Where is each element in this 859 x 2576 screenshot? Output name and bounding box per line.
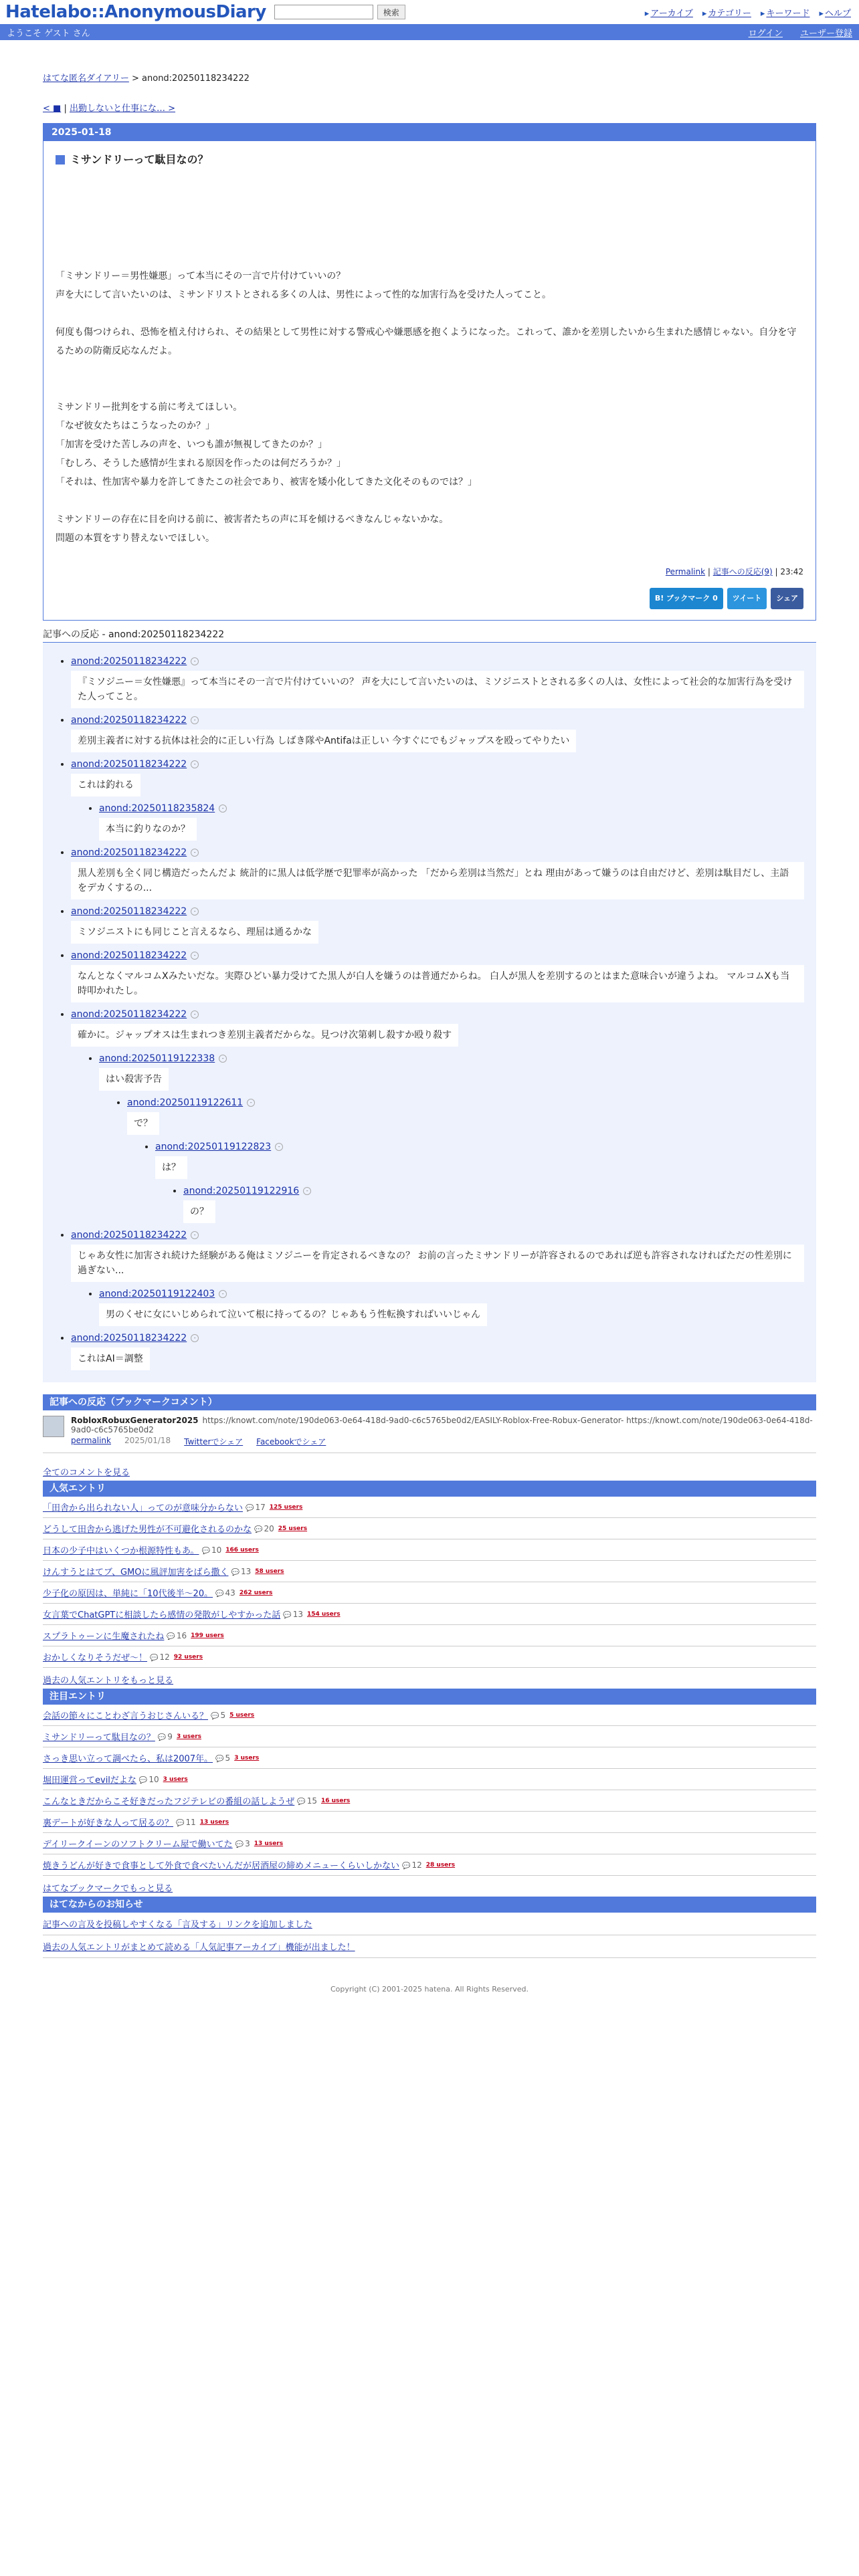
entry-box	[43, 123, 816, 621]
entry-list-item	[43, 1790, 816, 1812]
reaction-item	[71, 1009, 816, 1223]
entry-list-item	[43, 1582, 816, 1604]
entry-list-title[interactable]: 「田舎から出られない人」ってのが意味分からない	[43, 1503, 244, 1513]
collapse-toggle-icon[interactable]: -	[191, 760, 199, 768]
reaction-text: 黒人差別も全く同じ構造だったんだよ 統計的に黒人は低学歴で犯罪率が高かった 「だから差別は当然だ」とね 理由があって嫌うのは自由だけど、差別は駄目だし、主語をデカくするの...	[71, 862, 804, 899]
reactions-heading: 記事への反応 - anond:20250118234222	[43, 627, 816, 643]
entry-list-item	[43, 1646, 816, 1668]
entry-paragraph	[56, 492, 803, 510]
reaction-id-link[interactable]: anond:20250119122403	[99, 1289, 215, 1299]
reaction-item	[71, 847, 816, 899]
share-buttons	[56, 588, 803, 609]
entry-list-title[interactable]: 女言葉でChatGPTに相談したら感情の発散がしやすかった話	[43, 1610, 281, 1620]
entry-list-title[interactable]: 裏デートが好きな人って居るの？	[43, 1818, 174, 1828]
reaction-id-link[interactable]: anond:20250119122611	[127, 1097, 244, 1108]
collapse-toggle-icon[interactable]: -	[275, 1143, 283, 1151]
entry-list-title[interactable]: おかしくなりそうだぜ〜！	[43, 1653, 148, 1663]
bookmark-users-count[interactable]: 154 users	[306, 1610, 341, 1618]
reaction-item	[99, 1289, 816, 1326]
collapse-toggle-icon[interactable]: -	[303, 1187, 311, 1195]
header-link-0[interactable]: ▸ アーカイブ	[645, 6, 693, 19]
entry-list-item	[43, 1769, 816, 1790]
reaction-id-link[interactable]: anond:20250119122916	[183, 1186, 300, 1196]
bookmark-comment	[43, 1410, 816, 1453]
comment-count: 💬 13	[231, 1567, 251, 1576]
entry-paragraph: ミサンドリーの存在に目を向ける前に、被害者たちの声に耳を傾けるべきなんじゃないかな。	[56, 514, 449, 525]
reaction-item	[71, 1230, 816, 1326]
collapse-toggle-icon[interactable]: -	[191, 716, 199, 724]
comment-count: 💬 12	[150, 1652, 170, 1662]
reaction-text: 男のくせに女にいじめられて泣いて根に持ってるの？じゃあもう性転換すればいいじゃん	[99, 1303, 487, 1326]
notice-item	[43, 1913, 816, 1935]
entry-paragraph: 「なぜ彼女たちはこうなったのか？」	[56, 421, 215, 431]
entry-list-item	[43, 1747, 816, 1769]
reaction-list	[99, 803, 816, 841]
entry-list-title[interactable]: デイリークイーンのソフトクリーム屋で働いてた	[43, 1840, 233, 1850]
reaction-text: の？	[183, 1200, 215, 1223]
entry-list-title[interactable]: こんなときだからこそ好きだったフジテレビの番組の話しようぜ	[43, 1797, 295, 1807]
entry-list-title[interactable]: 堀田運営ってevilだよな	[43, 1776, 136, 1786]
reaction-text: これはAI＝調整	[71, 1348, 150, 1370]
entry-list-title[interactable]: 会話の節々にことわざ言うおじさんいる？	[43, 1711, 209, 1721]
site-logo[interactable]: Hatelabo::AnonymousDiary	[5, 2, 266, 22]
entry-paragraph	[56, 304, 803, 323]
reaction-list	[99, 1289, 816, 1326]
entry-paragraph: 問題の本質をすり替えないでほしい。	[56, 533, 215, 544]
twitter-share-button[interactable]: ツイート	[727, 588, 767, 609]
collapse-toggle-icon[interactable]: -	[219, 804, 227, 813]
notice-item	[43, 1935, 816, 1958]
reactions-link[interactable]: 記事への反応(9)	[712, 567, 773, 576]
reaction-item	[71, 715, 816, 752]
reaction-id-link[interactable]: anond:20250118235824	[99, 803, 215, 814]
collapse-toggle-icon[interactable]: -	[247, 1099, 255, 1107]
entry-list-item	[43, 1726, 816, 1747]
reaction-id-link[interactable]: anond:20250119122823	[155, 1142, 272, 1152]
breadcrumb-separator: >	[131, 74, 139, 84]
square-icon	[56, 155, 65, 165]
bookmark-users-count[interactable]: 58 users	[255, 1568, 284, 1575]
bookmark-users-count[interactable]: 25 users	[278, 1525, 308, 1532]
breadcrumb-root-link[interactable]: はてな匿名ダイアリー	[43, 74, 129, 84]
notice-link[interactable]: 過去の人気エントリがまとめて読める「人気記事アーカイブ」機能が出ました！	[43, 1943, 355, 1953]
copyright: Copyright (C) 2001-2025 hatena. All Rights Reserved.	[330, 1985, 529, 1994]
popular-heading: 人気エントリ	[43, 1481, 816, 1497]
entry-list-item	[43, 1705, 816, 1726]
search-button[interactable]: 検索	[377, 5, 405, 19]
comment-count: 💬 20	[254, 1524, 274, 1533]
header-link-2[interactable]: ▸ キーワード	[761, 6, 810, 19]
entry-paragraph: 「加害を受けた苦しみの声を、いつも誰が無視してきたのか？」	[56, 439, 327, 450]
bookmark-users-count[interactable]: 262 users	[239, 1589, 273, 1596]
comment-count: 💬 5	[211, 1711, 225, 1720]
reaction-text: は？	[155, 1156, 187, 1179]
reaction-text: ミソジニストにも同じこと言えるなら、理屈は通るかな	[71, 921, 318, 944]
entry-list-item	[43, 1812, 816, 1833]
comment-count: 💬 5	[215, 1753, 230, 1763]
bookmark-users-count[interactable]: 3 users	[234, 1754, 260, 1761]
reaction-id-link[interactable]: anond:20250119122338	[99, 1053, 215, 1064]
comment-count: 💬 3	[235, 1839, 250, 1848]
reaction-item	[99, 803, 816, 841]
collapse-toggle-icon[interactable]: -	[191, 1010, 199, 1018]
header-links	[645, 6, 851, 19]
entry-paragraph: ミサンドリー批判をする前に考えてほしい。	[56, 402, 243, 413]
reactions-tree	[43, 643, 816, 1382]
reaction-text: これは釣れる	[71, 774, 140, 796]
entry-date: 2025-01-18	[43, 124, 816, 141]
bookmark-users-count[interactable]: 28 users	[425, 1861, 456, 1868]
reaction-text: 本当に釣りなのか？	[99, 818, 197, 841]
twitter-share-link[interactable]: Twitterでシェア	[184, 1437, 244, 1446]
entry-title	[56, 150, 803, 169]
entry-list-title[interactable]: どうして田舎から逃げた男性が不可避化されるのかな	[43, 1525, 252, 1535]
entry-list-item	[43, 1854, 816, 1876]
entry-list-item	[43, 1604, 816, 1625]
bookmark-users-count[interactable]: 16 users	[320, 1797, 351, 1804]
entry-paragraph: 「それは、性加害や暴力を許してきたこの社会であり、被害を矮小化してきた文化そのものでは？」	[56, 477, 477, 488]
entry-list-item	[43, 1518, 816, 1539]
entry-footer: Permalink | 記事への反応(9) | 23:42	[665, 567, 803, 576]
collapse-toggle-icon[interactable]: -	[191, 657, 199, 665]
next-entry-link[interactable]: 出勤しないと仕事にな… >	[69, 104, 176, 114]
bookmark-user[interactable]: RobloxRobuxGenerator2025	[71, 1416, 199, 1425]
featured-list	[43, 1705, 816, 1876]
reaction-id-link[interactable]: anond:20250118234222	[71, 1009, 187, 1020]
avatar	[43, 1416, 64, 1437]
comment-count: 💬 10	[201, 1545, 221, 1555]
entry-paragraph: 何度も傷つけられ、恐怖を植え付けられ、その結果として男性に対する警戒心や嫌悪感を抱くようになった。これって、誰かを差別したいから生まれた感情じゃない。自分を守るための防衛反応なんだよ。	[56, 327, 797, 356]
bookmark-users-count[interactable]: 166 users	[225, 1546, 259, 1553]
popular-more-link[interactable]: 過去の人気エントリをもっと見る	[43, 1676, 174, 1686]
comment-count: 💬 11	[176, 1818, 196, 1827]
facebook-share-button[interactable]: シェア	[771, 588, 803, 609]
entry-time: 23:42	[780, 567, 803, 576]
reaction-item	[71, 1333, 816, 1370]
login-link[interactable]: ログイン	[748, 28, 783, 39]
bookmark-users-count[interactable]: 13 users	[254, 1840, 284, 1847]
reaction-text: 確かに。ジャップオスは生まれつき差別主義者だからな。見つけ次第刺し殺すか殴り殺す	[71, 1024, 458, 1047]
reaction-text: 『ミソジニー＝女性嫌悪』って本当にその一言で片付けていいの？ 声を大にして言いたいのは、ミソジニストとされる多くの人は、女性によって社会的な加害行為を受けた人ってこと。	[71, 671, 804, 708]
comment-count: 💬 17	[246, 1503, 266, 1512]
reaction-id-link[interactable]: anond:20250118234222	[71, 656, 187, 667]
popular-list	[43, 1497, 816, 1668]
entry-paragraph: 声を大にして言いたいのは、ミサンドリストとされる多くの人は、男性によって性的な加害行為を受けた人ってこと。	[56, 290, 552, 300]
entry-list-item	[43, 1561, 816, 1582]
breadcrumb-current: anond:20250118234222	[142, 74, 250, 84]
entry-list-item	[43, 1625, 816, 1646]
prev-entry-link[interactable]: < ■	[43, 104, 62, 114]
hatena-bookmark-button[interactable]: B! ブックマーク 0	[650, 588, 723, 609]
comment-count: 💬 10	[139, 1775, 159, 1784]
comment-count: 💬 16	[167, 1631, 187, 1640]
reaction-text: なんとなくマルコムXみたいだな。実際ひどい暴力受けてた黒人が白人を嫌うのは普通だからね。 白人が黒人を差別するのとはまた意味合いが違うよね。 マルコムXも当時叩かれたし。	[71, 965, 804, 1002]
comment-count: 💬 13	[283, 1610, 303, 1619]
entry-paragraph: 「ミサンドリー＝男性嫌悪」って本当にその一言で片付けていいの？	[56, 271, 346, 282]
reaction-item	[71, 950, 816, 1002]
collapse-toggle-icon[interactable]: -	[191, 952, 199, 960]
reaction-list	[155, 1142, 816, 1223]
entry-paragraph: 「むしろ、そうした感情が生まれる原因を作ったのは何だろうか？」	[56, 458, 346, 469]
reaction-id-link[interactable]: anond:20250118234222	[71, 847, 187, 858]
entry-list-title[interactable]: 焼きうどんが好きで食事として外食で食べたいんだが居酒屋の締めメニューくらいしかない	[43, 1861, 400, 1871]
collapse-toggle-icon[interactable]: -	[219, 1290, 227, 1298]
register-link[interactable]: ユーザー登録	[799, 28, 852, 39]
collapse-toggle-icon[interactable]: -	[191, 1231, 199, 1239]
entry-paragraph	[56, 360, 803, 379]
facebook-share-link[interactable]: Facebookでシェア	[256, 1437, 326, 1446]
reaction-item	[71, 759, 816, 841]
entry-list-title[interactable]: さっき思い立って調べたら、私は2007年。	[43, 1754, 213, 1764]
user-bar	[0, 24, 859, 40]
entry-pager	[43, 101, 816, 114]
entry-list-title[interactable]: けんすうとはてブ、GMOに風評加害をばら撒く	[43, 1568, 229, 1578]
reaction-id-link[interactable]: anond:20250118234222	[71, 715, 187, 726]
top-bar	[0, 0, 859, 24]
notices-heading: はてなからのお知らせ	[43, 1897, 816, 1913]
featured-more-link[interactable]: はてなブックマークでもっと見る	[43, 1884, 173, 1894]
bookmark-users-count[interactable]: 3 users	[163, 1776, 188, 1783]
collapse-toggle-icon[interactable]: -	[219, 1055, 227, 1063]
notice-link[interactable]: 記事への言及を投稿しやすくなる「言及する」リンクを追加しました	[43, 1920, 312, 1930]
reaction-id-link[interactable]: anond:20250118234222	[71, 1230, 187, 1241]
reaction-text: じゃあ女性に加害され続けた経験がある俺はミソジニーを肯定されるべきなの？ お前の言ったミサンドリーが許容されるのであれば逆も許容されなければただの性差別に過ぎない...	[71, 1245, 804, 1282]
bookmark-comments	[43, 1410, 816, 1453]
welcome-text: ようこそ ゲスト さん	[7, 28, 90, 39]
reaction-list	[127, 1097, 816, 1223]
bookmark-comments-heading: 記事への反応（ブックマークコメント）	[43, 1394, 816, 1410]
bookmark-permalink[interactable]: permalink	[71, 1436, 111, 1445]
reaction-item	[71, 656, 816, 708]
comment-count: 💬 43	[215, 1588, 235, 1598]
reaction-item	[99, 1053, 816, 1223]
reaction-id-link[interactable]: anond:20250118234222	[71, 906, 187, 917]
collapse-toggle-icon[interactable]: -	[191, 907, 199, 916]
entry-body	[56, 267, 803, 548]
reaction-text: で？	[127, 1112, 159, 1135]
reaction-item	[71, 906, 816, 944]
reaction-item	[183, 1186, 816, 1223]
featured-heading: 注目エントリ	[43, 1689, 816, 1705]
bookmark-users-count[interactable]: 3 users	[176, 1733, 201, 1740]
collapse-toggle-icon[interactable]: -	[191, 1334, 199, 1342]
comment-count: 💬 15	[297, 1796, 317, 1806]
bookmark-comment-text: https://knowt.com/note/190de063-0e64-418d-9ad0-c6c5765be0d2/EASILY-Roblox-Free-Robux-Generator- https://knowt.com/note/190de063-0e64-418d-9ad0-c6c5765be0d2	[71, 1416, 813, 1434]
pager-separator: |	[64, 104, 67, 114]
header-link-1[interactable]: ▸ カテゴリー	[702, 6, 751, 19]
search-input[interactable]	[274, 5, 373, 19]
entry-list-title[interactable]: スプラトゥーンに生魔されたね	[43, 1632, 165, 1642]
entry-list-title[interactable]: 日本の少子中はいくつか根源特性もあ。	[43, 1546, 199, 1556]
collapse-toggle-icon[interactable]: -	[191, 849, 199, 857]
all-comments-link[interactable]: 全てのコメントを見る	[43, 1468, 130, 1478]
entry-list-item	[43, 1539, 816, 1561]
entry-list-title[interactable]: ミサンドリーって駄目なの？	[43, 1733, 155, 1743]
reaction-item	[155, 1142, 816, 1223]
bookmark-users-count[interactable]: 125 users	[269, 1503, 303, 1511]
reaction-id-link[interactable]: anond:20250118234222	[71, 950, 187, 961]
breadcrumb	[43, 71, 816, 84]
entry-list-item	[43, 1497, 816, 1518]
bookmark-users-count[interactable]: 5 users	[229, 1711, 255, 1719]
entry-list-item	[43, 1833, 816, 1854]
reaction-id-link[interactable]: anond:20250118234222	[71, 759, 187, 770]
comment-count: 💬 9	[158, 1732, 173, 1741]
bookmark-date: 2025/01/18	[124, 1436, 171, 1445]
bookmark-users-count[interactable]: 92 users	[173, 1653, 203, 1660]
entry-paragraph	[56, 379, 803, 398]
reaction-list	[99, 1053, 816, 1223]
entry-list-title[interactable]: 少子化の原因は、単純に「10代後半〜20。	[43, 1589, 213, 1599]
notices-list	[43, 1913, 816, 1958]
permalink-link[interactable]: Permalink	[665, 567, 706, 576]
reaction-text: はい殺害予告	[99, 1068, 169, 1091]
comment-count: 💬 12	[402, 1860, 422, 1870]
entry-title-text: ミサンドリーって駄目なの？	[70, 153, 209, 166]
reaction-list	[71, 656, 816, 1370]
bookmark-users-count[interactable]: 199 users	[191, 1632, 224, 1639]
bookmark-users-count[interactable]: 13 users	[199, 1818, 229, 1826]
reaction-item	[127, 1097, 816, 1223]
reaction-id-link[interactable]: anond:20250118234222	[71, 1333, 187, 1344]
reaction-list	[183, 1186, 816, 1223]
header-link-3[interactable]: ▸ ヘルプ	[819, 6, 851, 19]
reaction-text: 差別主義者に対する抗体は社会的に正しい行為 しばき隊やAntifaは正しい 今すぐにでもジャップスを殴ってやりたい	[71, 730, 576, 752]
